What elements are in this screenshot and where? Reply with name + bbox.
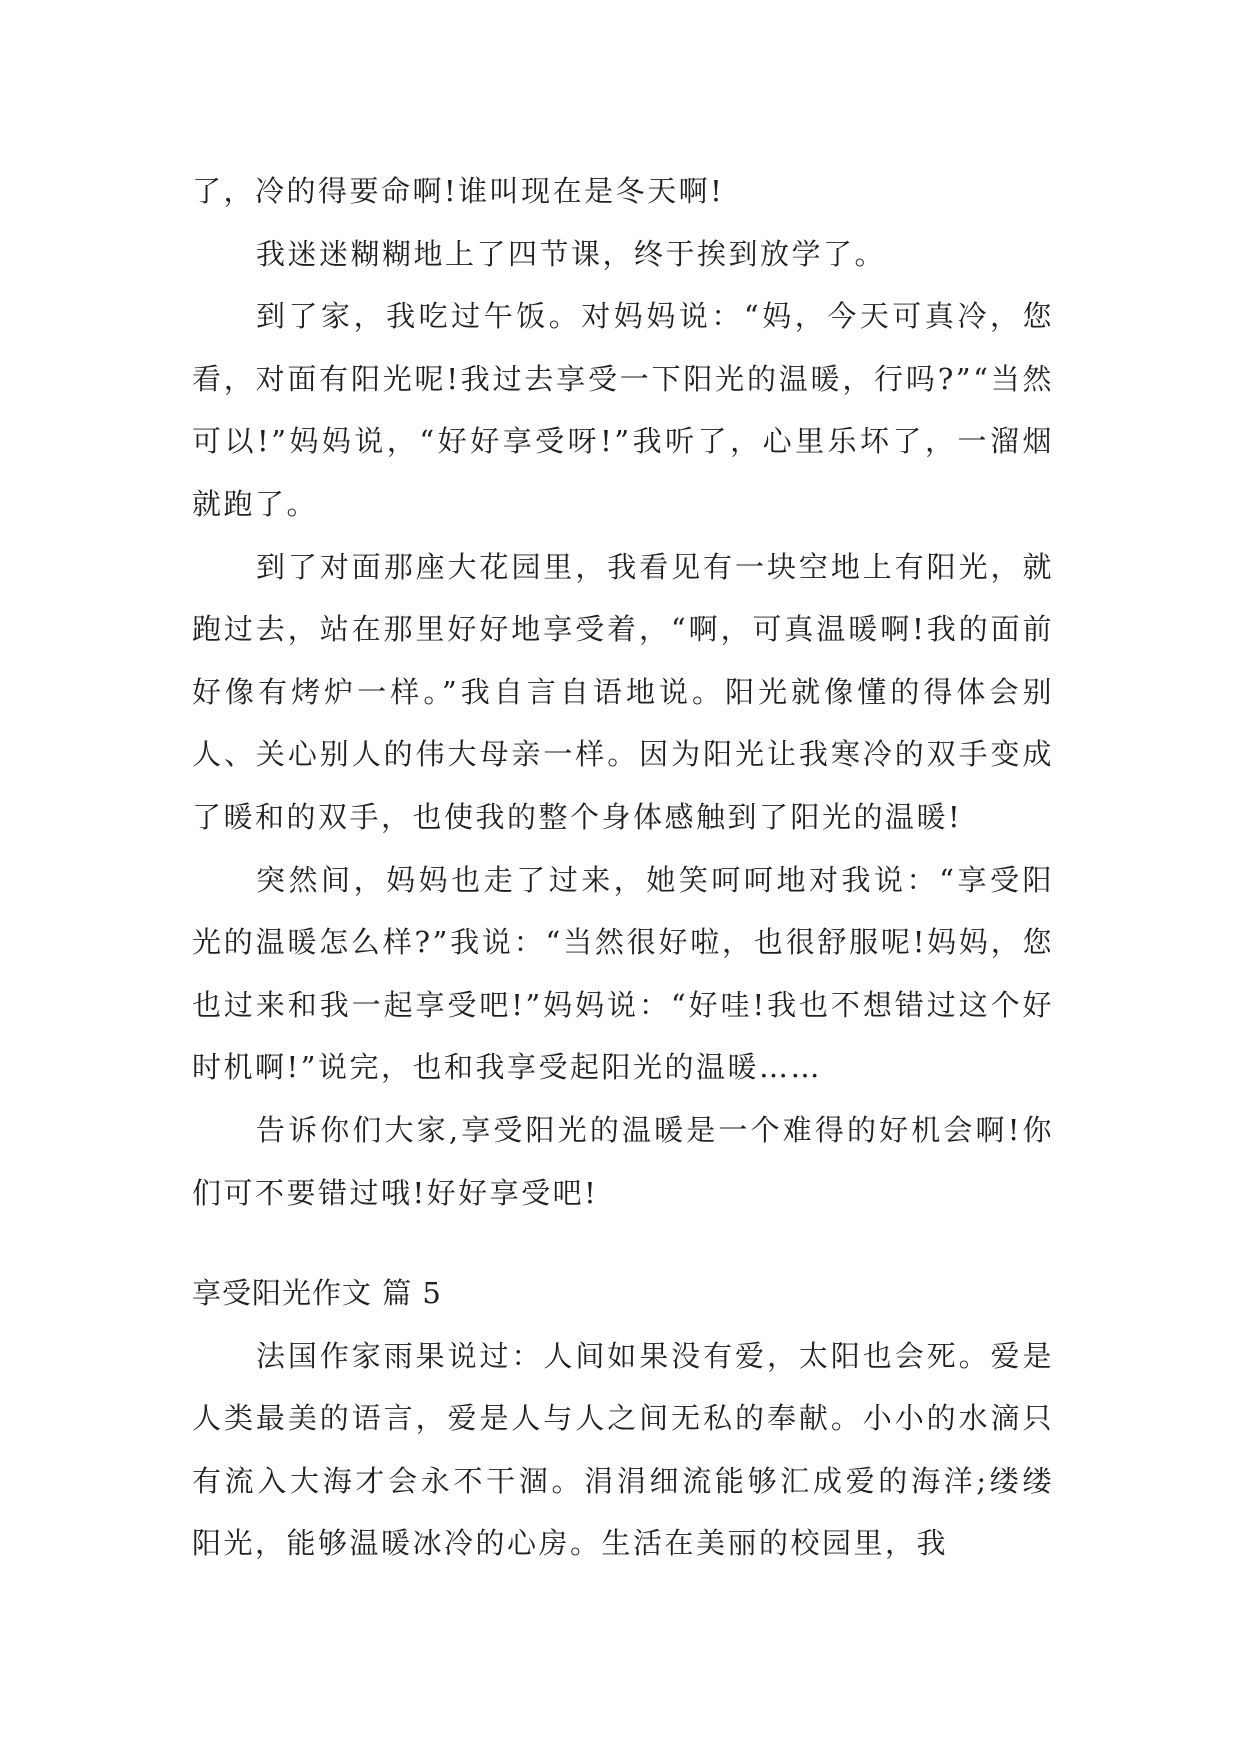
paragraph-home: 到了家，我吃过午饭。对妈妈说：“妈，今天可真冷，您看，对面有阳光呢!我过去享受一下阳光的温暖，行吗?”“当然可以!”妈妈说，“好好享受呀!”我听了，心里乐坏了，一溜烟就跑了。	[192, 299, 1054, 521]
paragraph-class: 我迷迷糊糊地上了四节课，终于挨到放学了。	[256, 236, 887, 271]
paragraph-garden: 到了对面那座大花园里，我看见有一块空地上有阳光，就跑过去，站在那里好好地享受着，“啊，可真温暖啊!我的面前好像有烤炉一样。”我自言自语地说。阳光就像懂的得体会别人、关心别人的伟大母亲一样。因为阳光让我寒冷的双手变成了暖和的双手，也使我的整个身体感触到了阳光的温暖!	[192, 549, 1054, 834]
paragraph-continuation: 了，冷的得要命啊!谁叫现在是冬天啊!	[192, 174, 725, 208]
section-heading: 享受阳光作文 篇 5	[192, 1276, 442, 1311]
document-body	[192, 160, 1054, 1575]
paragraph-hugo: 法国作家雨果说过：人间如果没有爱，太阳也会死。爱是人类最美的语言，爱是人与人之间无私的奉献。小小的水滴只有流入大海才会永不干涸。涓涓细流能够汇成爱的海洋;缕缕阳光，能够温暖冰冷的心房。生活在美丽的校园里，我	[192, 1338, 1054, 1561]
paragraph-mother: 突然间，妈妈也走了过来，她笑呵呵地对我说：“享受阳光的温暖怎么样?”我说：“当然很好啦，也很舒服呢!妈妈，您也过来和我一起享受吧!”妈妈说：“好哇!我也不想错过这个好时机啊!”说完，也和我享受起阳光的温暖……	[192, 862, 1054, 1085]
paragraph-conclusion: 告诉你们大家,享受阳光的温暖是一个难得的好机会啊!你们可不要错过哦!好好享受吧!	[192, 1112, 1054, 1210]
